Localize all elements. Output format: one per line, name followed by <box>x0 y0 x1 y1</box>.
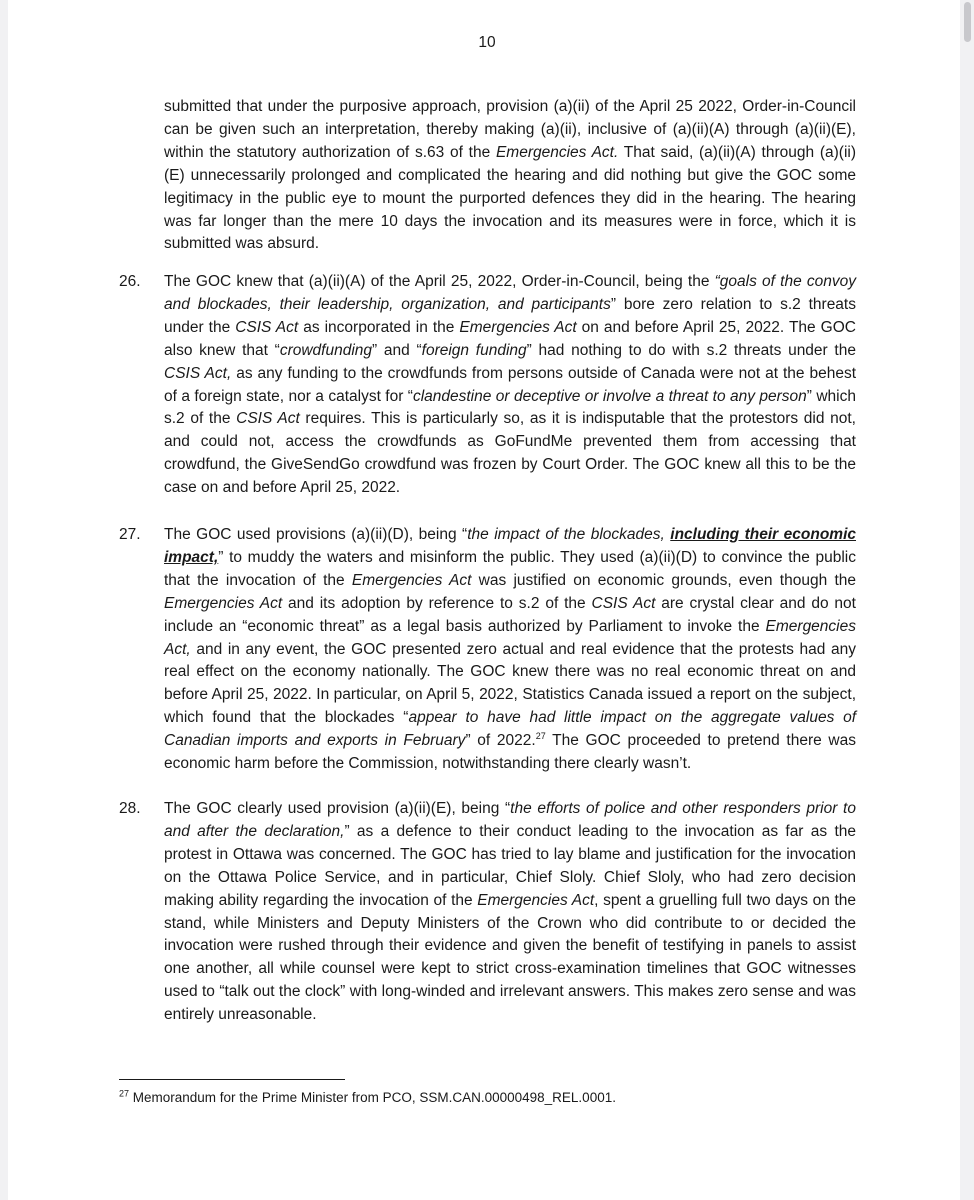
text-run: submitted that under the purposive approach, provision (a)(ii) of the April 25 2022, Order-in-Council can be given such an interpretation, thereby making (a)(ii), inclusive of (a)(ii)(A) through (a)(ii)(E), within the statutory authorization of s.63 of the <box>164 98 856 161</box>
italic-text: “goals of the convoy and blockades, their leadership, organization, and participants <box>164 273 856 313</box>
italic-text: Emergencies Act. <box>495 143 619 161</box>
text-run: ” as a defence to their conduct leading to the invocation as far as the protest in Ottawa was concerned. The GOC has tried to lay blame and justification for the invocation on the Ottawa Police Service, and in particular, Chief Sloly. Chief Sloly, who had zero decision making ability regarding the invocation of the <box>164 822 856 909</box>
italic-text: Emergencies Act <box>164 594 283 612</box>
text-run: on and before April 25, 2022. The GOC also knew that “ <box>164 318 856 359</box>
text-run: as any funding to the crowdfunds from persons outside of Canada were not at the behest of a foreign state, nor a catalyst for “ <box>164 364 857 405</box>
text-run: ” and “ <box>372 341 422 359</box>
text-run: requires. This is particularly so, as it is indisputable that the protestors did not, and could not, access the crowdfunds as GoFundMe prevented them from accessing that crowdfund, the GiveSendGo crowdfund was frozen by Court Order. The GOC knew all this to be the case on and before April 25, 2022. <box>164 410 856 497</box>
italic-text: foreign funding <box>421 341 527 359</box>
italic-text: Emergencies Act <box>351 571 472 589</box>
text-run: ” of 2022. <box>465 732 536 750</box>
text-run: The GOC used provisions (a)(ii)(D), being “ <box>164 526 468 543</box>
italic-text: CSIS Act <box>591 594 656 612</box>
paragraph-26 <box>119 271 856 500</box>
text-run: was justified on economic grounds, even though the <box>471 571 856 589</box>
text-run: and in any event, the GOC presented zero actual and real evidence that the protests had any real effect on the economy nationally. The GOC knew there was no real economic threat on and before April 25, 2022. In particular, on April 5, 2022, Statistics Canada issued a report on the subject, which found that the blockades “ <box>164 640 856 727</box>
italic-text: Emergencies Act, <box>164 617 856 658</box>
italic-text: Emergencies Act <box>459 318 577 336</box>
italic-text: CSIS Act <box>235 318 299 336</box>
text-run: ” to muddy the waters and misinform the public. They used (a)(ii)(D) to convince the public that the invocation of the <box>164 548 856 589</box>
text-run: , spent a gruelling full two days on the stand, while Ministers and Deputy Ministers of the Crown who did contribute to or decided the invocation were rushed through their evidence and given the benefit of testifying in panels to assist one another, all while counsel were kept to strict cross-examination timelines that GOC witnesses used to “talk out the clock” with long-winded and irrelevant answers. This makes zero sense and was entirely unreasonable. <box>164 891 856 1024</box>
text-run: ” had nothing to do with s.2 threats under the <box>526 341 856 359</box>
text-run: and its adoption by reference to s.2 of the <box>282 594 592 612</box>
footnote-text: Memorandum for the Prime Minister from PCO, SSM.CAN.00000498_REL.0001. <box>129 1090 616 1105</box>
paragraph-number: 28. <box>119 800 141 817</box>
paragraph-text <box>164 798 856 1027</box>
text-run: are crystal clear and do not include an “economic threat” as a legal basis authorized by Parliament to invoke the <box>164 594 856 635</box>
paragraph-text <box>164 271 856 500</box>
italic-text: clandestine or deceptive or involve a threat to any person <box>412 387 807 405</box>
text-run: The GOC clearly used provision (a)(ii)(E), being “ <box>164 800 511 817</box>
italic-text: the efforts of police and other responders prior to and after the declaration, <box>164 800 856 840</box>
footnote-separator <box>119 1079 345 1080</box>
paragraph-27 <box>119 524 856 776</box>
italic-text: CSIS Act, <box>164 364 232 382</box>
italic-text: CSIS Act <box>236 410 300 428</box>
paragraph-text <box>164 524 856 776</box>
text-run: The GOC proceeded to pretend there was economic harm before the Commission, notwithstanding there clearly wasn’t. <box>164 732 856 773</box>
scrollbar[interactable] <box>960 0 974 1200</box>
italic-text: crowdfunding <box>279 341 373 359</box>
text-run: ” bore zero relation to s.2 threats under the <box>164 295 856 336</box>
paragraph-number: 27. <box>119 526 141 543</box>
text-run: The GOC knew that (a)(ii)(A) of the April 25, 2022, Order-in-Council, being the <box>164 273 715 290</box>
footnote <box>119 1088 819 1108</box>
text-run: as incorporated in the <box>298 318 460 336</box>
page-number: 10 <box>478 34 496 51</box>
paragraph-text <box>164 96 856 256</box>
footnote-reference: 27 <box>535 731 546 741</box>
footnote-marker: 27 <box>119 1088 130 1099</box>
italic-text: Emergencies Act <box>477 891 595 909</box>
italic-text: the impact of the blockades, <box>467 526 671 543</box>
continued-paragraph <box>164 96 856 256</box>
text-run: That said, (a)(ii)(A) through (a)(ii)(E) unnecessarily prolonged and complicated the hearing and did nothing but give the GOC some legitimacy in the public eye to mount the purported defences they did in the hearing. The hearing was far longer than the mere 10 days the invocation and its measures were in force, which it is submitted was absurd. <box>164 143 856 253</box>
emphasized-text: including their economic impact, <box>164 526 856 566</box>
italic-text: appear to have had little impact on the aggregate values of Canadian imports and exports in February <box>164 709 856 750</box>
paragraph-number: 26. <box>119 273 141 290</box>
paragraph-28 <box>119 798 856 1027</box>
text-run: ” which s.2 of the <box>164 387 856 428</box>
